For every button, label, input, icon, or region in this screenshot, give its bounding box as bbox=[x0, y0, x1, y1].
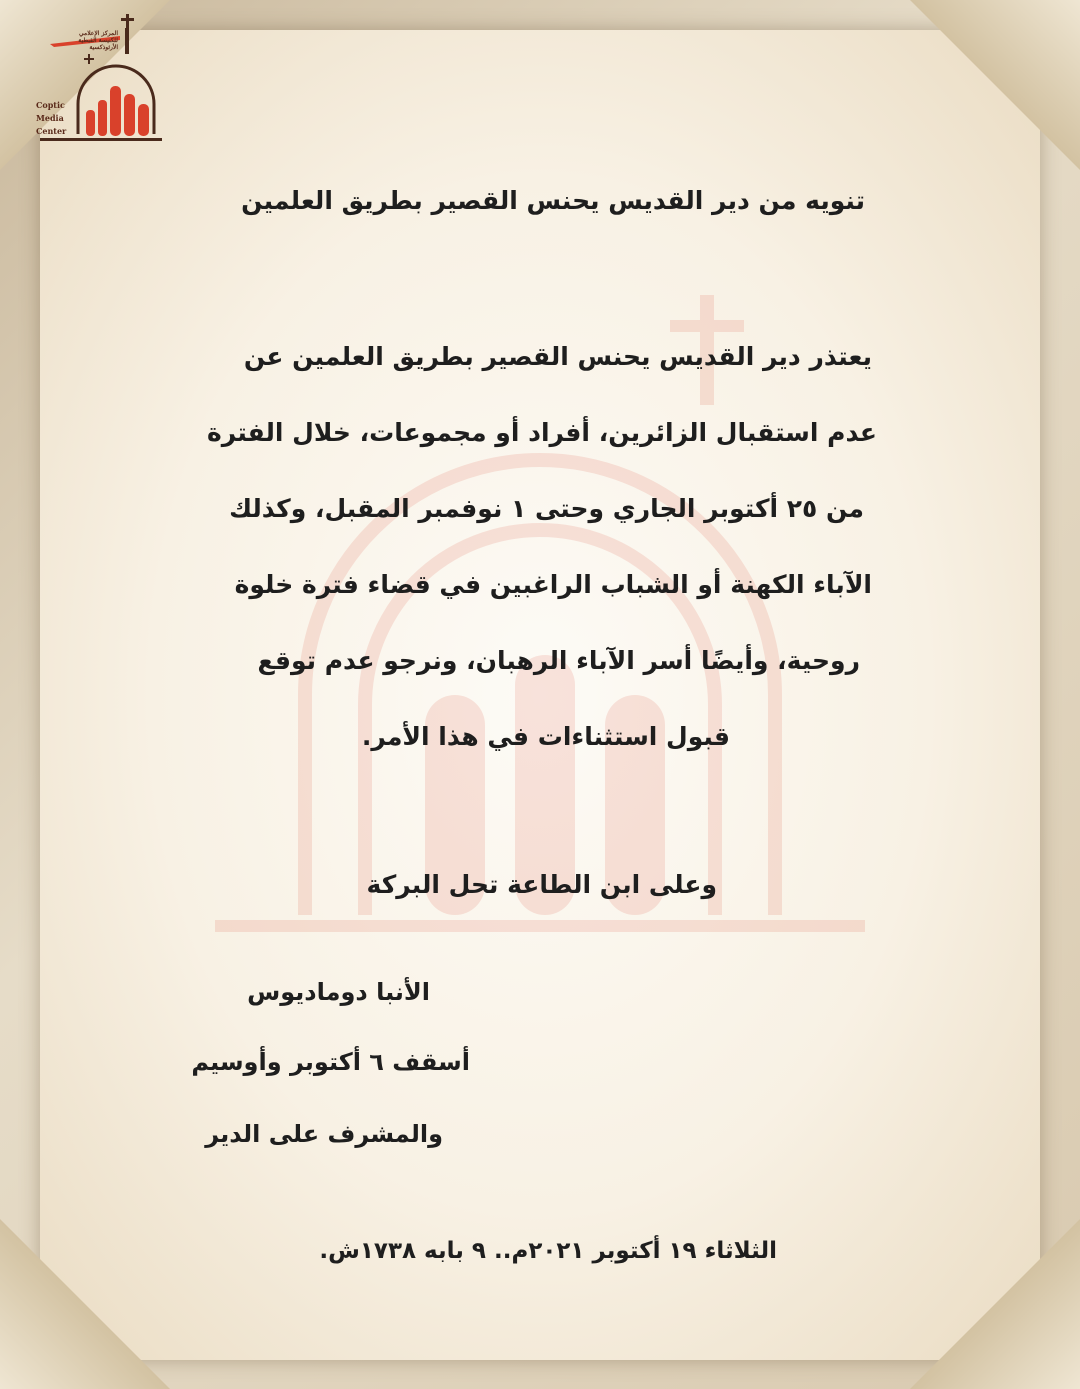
document-title: تنويه من دير القديس يحنس القصير بطريق العلمين bbox=[241, 186, 865, 215]
body-line-3: من ٢٥ أكتوبر الجاري وحتى ١ نوفمبر المقبل، وكذلك bbox=[229, 494, 864, 523]
logo-caption-coptic: Coptic bbox=[36, 100, 65, 110]
body-line-1: يعتذر دير القديس يحنس القصير بطريق العلمين عن bbox=[243, 342, 872, 371]
church-watermark-icon bbox=[215, 275, 865, 945]
signature-name: الأنبا دوماديوس bbox=[247, 978, 430, 1006]
logo-caption-media: Media bbox=[36, 113, 64, 123]
logo-caption-arabic: المركز الإعلامي للكنيسة القبطية الأرثوذكسية bbox=[78, 30, 118, 51]
body-line-6: قبول استثناءات في هذا الأمر. bbox=[361, 722, 730, 751]
closing-blessing: وعلى ابن الطاعة تحل البركة bbox=[366, 870, 717, 899]
body-line-5: روحية، وأيضًا أسر الآباء الرهبان، ونرجو عدم توقع bbox=[257, 646, 860, 675]
logo-caption-center: Center bbox=[36, 126, 67, 136]
document-date: الثلاثاء ١٩ أكتوبر ٢٠٢١م.. ٩ بابه ١٧٣٨ش. bbox=[319, 1238, 777, 1264]
body-line-2: عدم استقبال الزائرين، أفراد أو مجموعات، خلال الفترة bbox=[207, 418, 877, 447]
signature-role: والمشرف على الدير bbox=[205, 1120, 443, 1148]
signature-title: أسقف ٦ أكتوبر وأوسيم bbox=[191, 1048, 470, 1076]
body-line-4: الآباء الكهنة أو الشباب الراغبين في قضاء فترة خلوة bbox=[234, 570, 872, 599]
